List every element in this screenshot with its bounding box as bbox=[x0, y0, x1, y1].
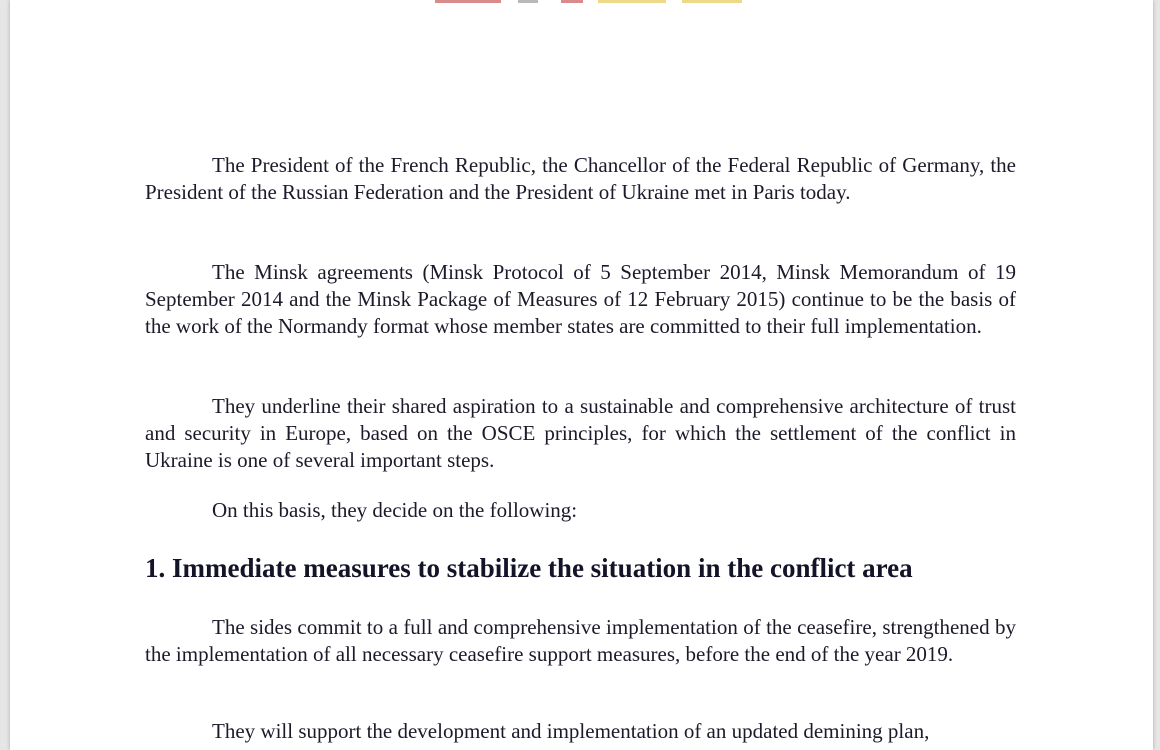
flag-stripe-gray bbox=[518, 0, 538, 3]
document-page bbox=[10, 0, 1153, 750]
flag-stripe-red bbox=[435, 0, 501, 3]
demining-paragraph bbox=[145, 718, 1016, 745]
paragraph: They underline their shared aspiration to a sustainable and comprehensive architecture of trust and security in Europe, based on the OSCE principles, for which the settlement of the conflict in Ukraine is one of several important steps. bbox=[145, 394, 1016, 472]
paragraph: The Minsk agreements (Minsk Protocol of 5 September 2014, Minsk Memorandum of 19 September 2014 and the Minsk Package of Measures of 12 February 2015) continue to be the basis of the work of the Normandy format whose member states are committed to their full implementation. bbox=[145, 260, 1016, 338]
aspiration-paragraph bbox=[145, 393, 1016, 474]
intro-paragraph bbox=[145, 152, 1016, 206]
minsk-paragraph bbox=[145, 259, 1016, 340]
section-1-heading-block bbox=[145, 552, 1016, 584]
paragraph: The sides commit to a full and comprehensive implementation of the ceasefire, strengthened by the implementation of all necessary ceasefire support measures, before the end of the year 2019. bbox=[145, 615, 1016, 666]
paragraph: On this basis, they decide on the following: bbox=[212, 498, 578, 522]
basis-paragraph bbox=[145, 497, 1016, 524]
flag-stripe-red bbox=[561, 0, 583, 3]
section-heading: 1. Immediate measures to stabilize the situation in the conflict area bbox=[145, 553, 913, 583]
flag-stripe-yellow bbox=[598, 0, 666, 3]
flag-stripe-yellow bbox=[682, 0, 742, 3]
paragraph: The President of the French Republic, the Chancellor of the Federal Republic of Germany, the President of the Russian Federation and the President of Ukraine met in Paris today. bbox=[145, 153, 1016, 204]
ceasefire-paragraph bbox=[145, 614, 1016, 668]
paragraph: They will support the development and implementation of an updated demining plan, bbox=[212, 719, 930, 743]
